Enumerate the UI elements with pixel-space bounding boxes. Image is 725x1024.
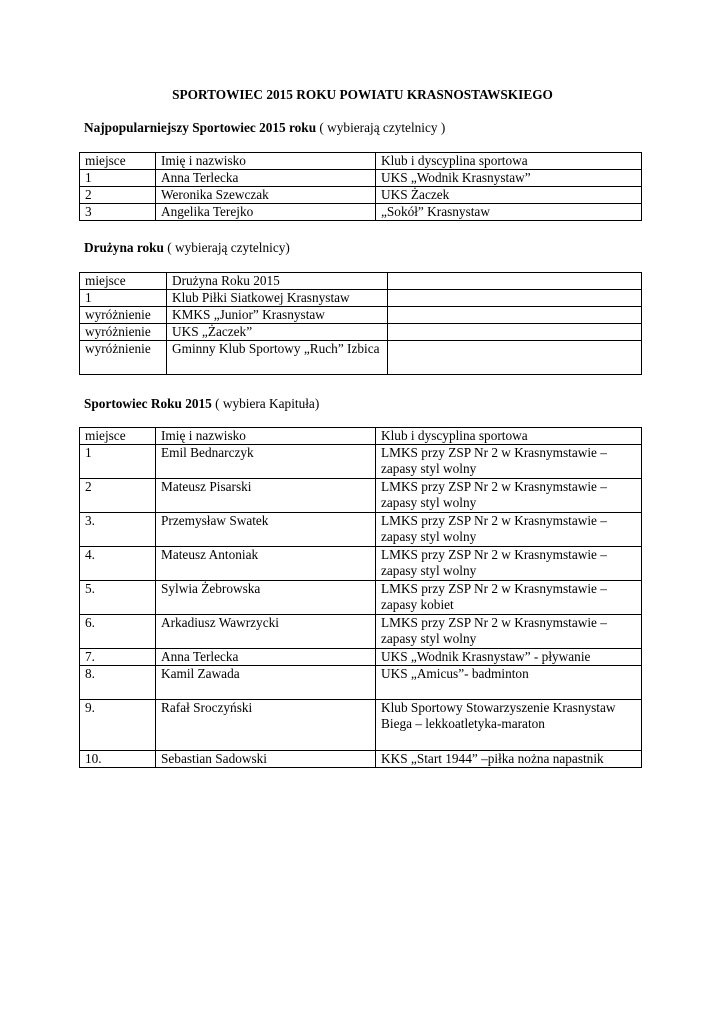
club-cell: KKS „Start 1944” –piłka nożna napastnik [376, 751, 642, 768]
club-cell: LMKS przy ZSP Nr 2 w Krasnymstawie – zapasy styl wolny [376, 547, 642, 581]
name-cell: Przemysław Swatek [156, 513, 376, 547]
place-cell: 2 [80, 479, 156, 513]
club-cell: Klub Sportowy Stowarzyszenie Krasnystaw Biega – lekkoatletyka-maraton [376, 700, 642, 751]
table-row [80, 547, 642, 581]
athlete-of-the-year-table [79, 427, 642, 768]
table-header-row [80, 153, 642, 170]
club-cell: LMKS przy ZSP Nr 2 w Krasnymstawie – zapasy styl wolny [376, 615, 642, 649]
empty-cell [388, 341, 642, 375]
club-cell: LMKS przy ZSP Nr 2 w Krasnymstawie – zapasy styl wolny [376, 513, 642, 547]
team-cell: Gminny Klub Sportowy „Ruch” Izbica [167, 341, 388, 375]
name-cell: Anna Terlecka [156, 649, 376, 666]
table-row [80, 307, 642, 324]
club-cell: LMKS przy ZSP Nr 2 w Krasnymstawie – zapasy styl wolny [376, 445, 642, 479]
name-cell: Mateusz Pisarski [156, 479, 376, 513]
section1-heading-bold: Najpopularniejszy Sportowiec 2015 roku [84, 120, 317, 135]
club-cell: UKS „Wodnik Krasnystaw” [376, 170, 642, 187]
empty-cell [388, 307, 642, 324]
table-row [80, 513, 642, 547]
empty-cell [388, 290, 642, 307]
table-header-row [80, 273, 642, 290]
team-cell: Klub Piłki Siatkowej Krasnystaw [167, 290, 388, 307]
table-row [80, 615, 642, 649]
name-cell: Sebastian Sadowski [156, 751, 376, 768]
header-cell: Imię i nazwisko [156, 428, 376, 445]
name-cell: Angelika Terejko [156, 204, 376, 221]
table-row [80, 479, 642, 513]
name-cell: Emil Bednarczyk [156, 445, 376, 479]
club-cell: „Sokół” Krasnystaw [376, 204, 642, 221]
club-cell: UKS „Wodnik Krasnystaw” - pływanie [376, 649, 642, 666]
table-row [80, 445, 642, 479]
section3-heading [84, 396, 319, 412]
header-cell: Drużyna Roku 2015 [167, 273, 388, 290]
club-cell: UKS „Amicus”- badminton [376, 666, 642, 700]
place-cell: 5. [80, 581, 156, 615]
place-cell: 3. [80, 513, 156, 547]
most-popular-athlete-table [79, 152, 642, 221]
place-cell: wyróżnienie [80, 324, 167, 341]
table-row [80, 581, 642, 615]
table-row [80, 324, 642, 341]
document-title: SPORTOWIEC 2015 ROKU POWIATU KRASNOSTAWSKIEGO [172, 87, 553, 102]
place-cell: 1 [80, 170, 156, 187]
team-of-the-year-table [79, 272, 642, 375]
club-cell: LMKS przy ZSP Nr 2 w Krasnymstawie – zapasy kobiet [376, 581, 642, 615]
place-cell: 9. [80, 700, 156, 751]
section3-heading-bold: Sportowiec Roku 2015 [84, 396, 212, 411]
name-cell: Arkadiusz Wawrzycki [156, 615, 376, 649]
section2-heading [84, 240, 290, 256]
header-cell: Klub i dyscyplina sportowa [376, 428, 642, 445]
table-row [80, 751, 642, 768]
section3-heading-note: ( wybiera Kapituła) [211, 396, 320, 411]
header-cell: Klub i dyscyplina sportowa [376, 153, 642, 170]
header-cell [388, 273, 642, 290]
table-row [80, 204, 642, 221]
table-row [80, 290, 642, 307]
header-cell: miejsce [80, 273, 167, 290]
name-cell: Sylwia Żebrowska [156, 581, 376, 615]
header-cell: Imię i nazwisko [156, 153, 376, 170]
section1-heading-note: ( wybierają czytelnicy ) [316, 120, 446, 135]
section2-heading-note: ( wybierają czytelnicy) [163, 240, 290, 255]
place-cell: 7. [80, 649, 156, 666]
club-cell: LMKS przy ZSP Nr 2 w Krasnymstawie – zapasy styl wolny [376, 479, 642, 513]
place-cell: 4. [80, 547, 156, 581]
place-cell: 1 [80, 290, 167, 307]
table-row [80, 170, 642, 187]
name-cell: Rafał Sroczyński [156, 700, 376, 751]
place-cell: 2 [80, 187, 156, 204]
club-cell: UKS Żaczek [376, 187, 642, 204]
empty-cell [388, 324, 642, 341]
place-cell: wyróżnienie [80, 307, 167, 324]
table-row [80, 666, 642, 700]
section1-heading [84, 120, 445, 136]
place-cell: 3 [80, 204, 156, 221]
name-cell: Kamil Zawada [156, 666, 376, 700]
table-header-row [80, 428, 642, 445]
place-cell: 10. [80, 751, 156, 768]
section2-heading-bold: Drużyna roku [84, 240, 164, 255]
place-cell: wyróżnienie [80, 341, 167, 375]
place-cell: 1 [80, 445, 156, 479]
table-row [80, 700, 642, 751]
table-row [80, 649, 642, 666]
header-cell: miejsce [80, 153, 156, 170]
team-cell: UKS „Żaczek” [167, 324, 388, 341]
header-cell: miejsce [80, 428, 156, 445]
table-row [80, 187, 642, 204]
name-cell: Mateusz Antoniak [156, 547, 376, 581]
team-cell: KMKS „Junior” Krasnystaw [167, 307, 388, 324]
place-cell: 8. [80, 666, 156, 700]
place-cell: 6. [80, 615, 156, 649]
name-cell: Anna Terlecka [156, 170, 376, 187]
table-row [80, 341, 642, 375]
name-cell: Weronika Szewczak [156, 187, 376, 204]
